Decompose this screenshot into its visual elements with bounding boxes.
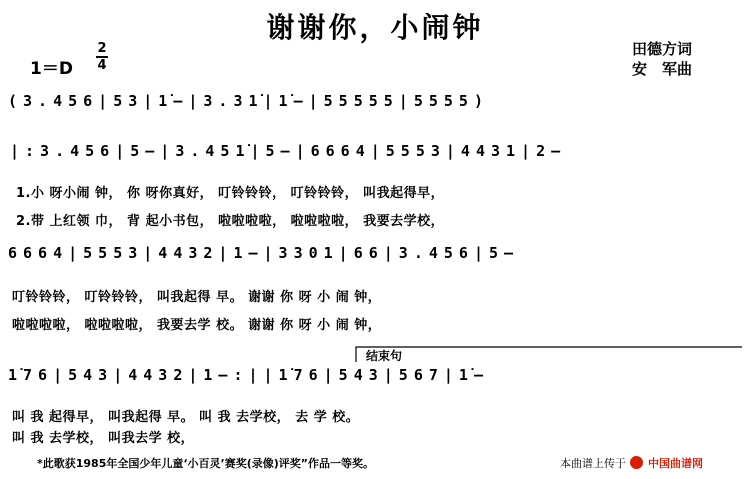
footnote: *此歌获1985年全国少年儿童‘小百灵’赛奖(录像)评奖”作品一等奖。 [37,457,375,470]
key-signature: 1＝D [30,59,73,79]
source-credit [560,455,703,471]
source-site[interactable]: 中国曲谱网 [648,457,703,470]
notation-row: (3.456|53|1̇–|3.31̇|1̇–|55555|5555) [8,92,489,110]
lyrics-verse1-line1: 1.小 呀小闹 钟， 你 呀你真好， 叮铃铃铃， 叮铃铃铃， 叫我起得早， [16,186,445,201]
lyrics-verse2-line2: 啦啦啦啦， 啦啦啦啦， 我要去学 校。 谢谢 你 呀 小 闹 钟， [12,318,382,333]
time-signature-bottom: 4 [97,58,107,73]
ending-bracket [356,347,742,362]
lyrics-verse2-line1: 2.带 上红领 巾， 背 起小书包， 啦啦啦啦， 啦啦啦啦， 我要去学校， [16,214,445,229]
lyrics-verse2-line3: 叫 我 去学校， 叫我去学 校， [12,431,195,446]
song-title: 谢谢你，小闹钟 [266,11,484,44]
notation-row: 6664|5553|4432|1–|3301|66|3.456|5– [8,244,520,262]
site-logo-icon [630,456,643,469]
time-signature-top: 2 [97,41,107,56]
lyrics-verse1-line2: 叮铃铃铃， 叮铃铃铃， 叫我起得 早。 谢谢 你 呀 小 闹 钟， [12,290,382,305]
source-prefix: 本曲谱上传于 [560,457,626,470]
notation-row: 1̇76|543|4432|1–:||1̇76|543|567|1̇– [8,366,489,384]
lyrics-verse1-line3: 叫 我 起得早， 叫我起得 早。 叫 我 去学校， 去 学 校。 [12,410,360,425]
notation-row: |:3.456|5–|3.451̇|5–|6664|5553|4431|2– [10,142,567,160]
lyricist-credit: 田德方词 [632,40,693,58]
ending-label: 结束句 [366,349,403,363]
composer-credit: 安 军曲 [632,60,693,78]
